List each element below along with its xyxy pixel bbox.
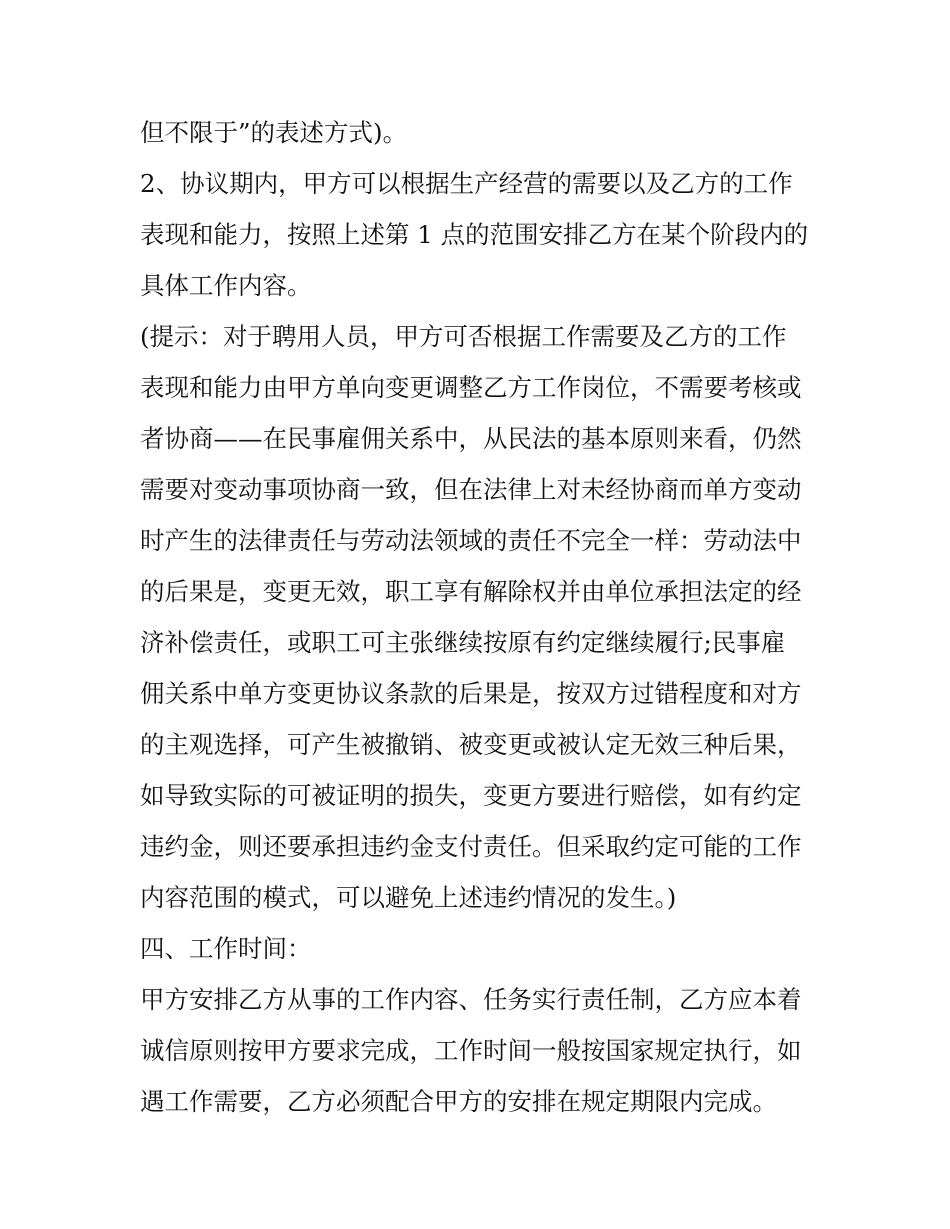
- text-line-5: (提示：对于聘用人员，甲方可否根据工作需要及乙方的工作: [140, 322, 787, 351]
- document-body: [140, 107, 820, 1127]
- text-line-18: 甲方安排乙方从事的工作内容、任务实行责任制，乙方应本着: [140, 985, 802, 1014]
- text-line-10: 的后果是，变更无效，职工享有解除权并由单位承担法定的经: [140, 577, 802, 606]
- text-line-8: 需要对变动事项协商一致，但在法律上对未经协商而单方变动: [140, 475, 802, 504]
- text-line-3: 表现和能力，按照上述第 1 点的范围安排乙方在某个阶段内的: [140, 220, 809, 249]
- text-line-13: 的主观选择，可产生被撤销、被变更或被认定无效三种后果，: [140, 730, 802, 759]
- text-line-12: 佣关系中单方变更协议条款的后果是，按双方过错程度和对方: [140, 679, 802, 708]
- text-line-16: 内容范围的模式，可以避免上述违约情况的发生。): [140, 883, 677, 912]
- text-line-9: 时产生的法律责任与劳动法领域的责任不完全一样：劳动法中: [140, 526, 802, 555]
- text-line-4: 具体工作内容。: [140, 271, 312, 300]
- text-line-11: 济补偿责任，或职工可主张继续按原有约定继续履行;民事雇: [140, 628, 786, 657]
- text-line-1: 但不限于”的表述方式)。: [140, 118, 408, 147]
- text-line-15: 违约金，则还要承担违约金支付责任。但采取约定可能的工作: [140, 832, 802, 861]
- text-line-14: 如导致实际的可被证明的损失，变更方要进行赔偿，如有约定: [140, 781, 802, 810]
- text-line-2: 2、协议期内，甲方可以根据生产经营的需要以及乙方的工作: [140, 169, 793, 198]
- text-line-20: 遇工作需要，乙方必须配合甲方的安排在规定期限内完成。: [140, 1087, 777, 1116]
- text-line-7: 者协商——在民事雇佣关系中，从民法的基本原则来看，仍然: [140, 424, 802, 453]
- text-line-6: 表现和能力由甲方单向变更调整乙方工作岗位，不需要考核或: [140, 373, 802, 402]
- section-heading-work-time: 四、工作时间：: [140, 934, 312, 963]
- text-line-19: 诚信原则按甲方要求完成，工作时间一般按国家规定执行，如: [140, 1036, 802, 1065]
